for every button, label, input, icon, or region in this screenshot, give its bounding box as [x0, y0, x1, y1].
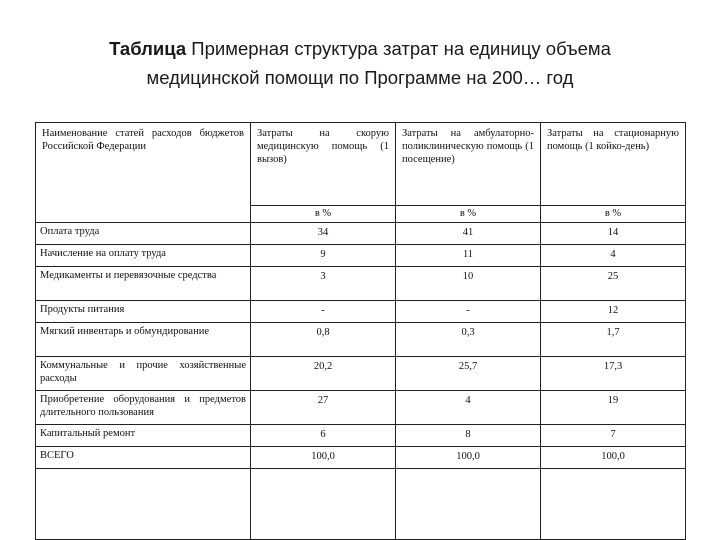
- value-cell: 0,3: [396, 323, 541, 357]
- title-line-1-text: Примерная структура затрат на единицу объема: [186, 38, 611, 59]
- row-label: Капитальный ремонт: [36, 425, 251, 447]
- value-cell: 17,3: [541, 357, 686, 391]
- value-cell: 14: [541, 223, 686, 245]
- value-cell: 20,2: [251, 357, 396, 391]
- value-cell: -: [251, 301, 396, 323]
- header-row: [36, 123, 686, 206]
- title-line-2: медицинской помощи по Программе на 200… год: [146, 67, 574, 88]
- value-cell: 3: [251, 267, 396, 301]
- cost-structure-table: [35, 122, 686, 540]
- header-cell-outpatient: Затраты на амбулаторно-поликлиническую помощь (1 посещение): [396, 123, 541, 206]
- empty-cell: [396, 469, 541, 540]
- value-cell: 25,7: [396, 357, 541, 391]
- table-row: [36, 391, 686, 425]
- table-row-total: [36, 447, 686, 469]
- row-label: Начисление на оплату труда: [36, 245, 251, 267]
- value-cell: 11: [396, 245, 541, 267]
- value-cell: 4: [541, 245, 686, 267]
- value-cell: 100,0: [396, 447, 541, 469]
- value-cell: 1,7: [541, 323, 686, 357]
- value-cell: 10: [396, 267, 541, 301]
- unit-cell: в %: [396, 206, 541, 223]
- row-label: Медикаменты и перевязочные средства: [36, 267, 251, 301]
- title-line-1: [0, 34, 720, 63]
- empty-cell: [541, 469, 686, 540]
- table-row: [36, 357, 686, 391]
- value-cell: 9: [251, 245, 396, 267]
- table-row: [36, 323, 686, 357]
- table-row: [36, 301, 686, 323]
- table-row: [36, 425, 686, 447]
- row-label: Продукты питания: [36, 301, 251, 323]
- unit-cell: в %: [541, 206, 686, 223]
- row-label: Приобретение оборудования и предметов длительного пользования: [36, 391, 251, 425]
- value-cell: 25: [541, 267, 686, 301]
- header-cell-ambulance: Затраты на скорую медицинскую помощь (1 вызов): [251, 123, 396, 206]
- table-row: [36, 245, 686, 267]
- value-cell: 27: [251, 391, 396, 425]
- table-row: [36, 223, 686, 245]
- value-cell: 6: [251, 425, 396, 447]
- row-label: Коммунальные и прочие хозяйственные расходы: [36, 357, 251, 391]
- value-cell: 8: [396, 425, 541, 447]
- value-cell: 12: [541, 301, 686, 323]
- value-cell: 0,8: [251, 323, 396, 357]
- empty-row: [36, 469, 686, 540]
- row-label: Мягкий инвентарь и обмундирование: [36, 323, 251, 357]
- value-cell: 19: [541, 391, 686, 425]
- unit-cell: в %: [251, 206, 396, 223]
- row-label: ВСЕГО: [36, 447, 251, 469]
- value-cell: 34: [251, 223, 396, 245]
- value-cell: 41: [396, 223, 541, 245]
- value-cell: 100,0: [251, 447, 396, 469]
- empty-cell: [36, 469, 251, 540]
- row-label: Оплата труда: [36, 223, 251, 245]
- empty-cell: [251, 469, 396, 540]
- header-cell-name: Наименование статей расходов бюджетов Российской Федерации: [36, 123, 251, 223]
- table-title: [0, 34, 720, 92]
- value-cell: 7: [541, 425, 686, 447]
- value-cell: 4: [396, 391, 541, 425]
- title-bold-word: Таблица: [109, 38, 187, 59]
- value-cell: -: [396, 301, 541, 323]
- table-row: [36, 267, 686, 301]
- header-cell-inpatient: Затраты на стационарную помощь (1 койко-день): [541, 123, 686, 206]
- value-cell: 100,0: [541, 447, 686, 469]
